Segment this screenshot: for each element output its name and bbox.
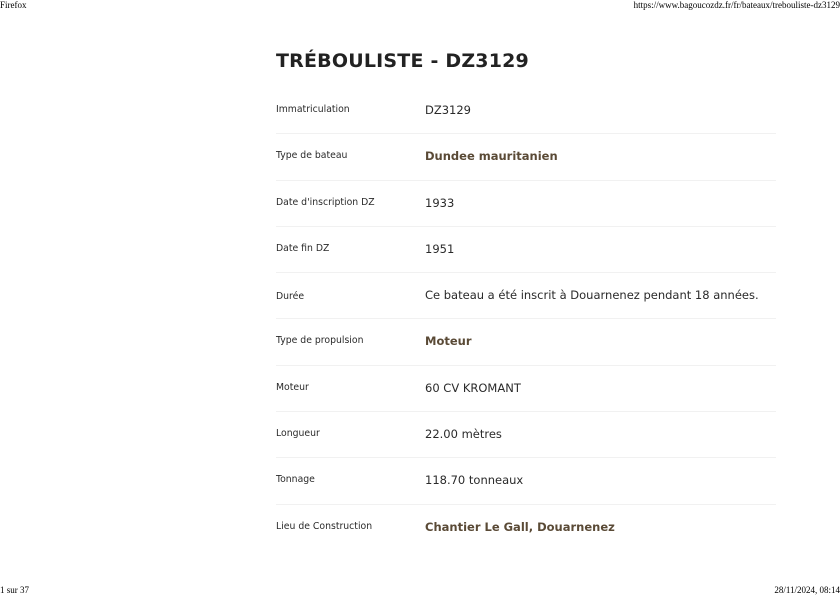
detail-value: 22.00 mètres	[425, 427, 502, 442]
detail-row-length	[276, 412, 776, 458]
construction-place-link[interactable]: Chantier Le Gall, Douarnenez	[425, 519, 615, 534]
detail-label: Moteur	[276, 381, 309, 393]
detail-label: Type de bateau	[276, 150, 348, 162]
boat-details-table	[276, 88, 776, 550]
detail-value: 1951	[425, 241, 455, 256]
detail-row-registration	[276, 88, 776, 134]
detail-value: 118.70 tonneaux	[425, 473, 524, 488]
page-counter: 1 sur 37	[0, 585, 29, 595]
page-url: https://www.bagoucozdz.fr/fr/bateaux/trebouliste-dz3129	[633, 0, 840, 10]
boat-type-link[interactable]: Dundee mauritanien	[425, 149, 558, 164]
detail-row-propulsion	[276, 319, 776, 365]
detail-label: Tonnage	[276, 474, 315, 486]
detail-value: Ce bateau a été inscrit à Douarnenez pendant 18 années.	[425, 288, 759, 303]
detail-label: Lieu de Construction	[276, 520, 373, 532]
page-title: TRÉBOULISTE - DZ3129	[276, 50, 529, 72]
detail-label: Durée	[276, 291, 305, 301]
browser-name: Firefox	[0, 0, 27, 10]
detail-label: Date fin DZ	[276, 242, 330, 254]
detail-row-boat-type	[276, 134, 776, 180]
detail-row-tonnage	[276, 458, 776, 504]
detail-value: 1933	[425, 195, 455, 210]
print-header	[0, 0, 840, 10]
detail-row-duration	[276, 273, 776, 319]
detail-row-engine	[276, 366, 776, 412]
detail-label: Date d'inscription DZ	[276, 196, 375, 208]
detail-value: DZ3129	[425, 103, 471, 117]
detail-label: Longueur	[276, 428, 320, 440]
detail-label: Immatriculation	[276, 104, 350, 115]
print-datetime: 28/11/2024, 08:14	[774, 585, 840, 595]
detail-label: Type de propulsion	[276, 335, 364, 347]
detail-value: 60 CV KROMANT	[425, 380, 521, 395]
detail-row-end-date	[276, 227, 776, 273]
detail-row-construction-place	[276, 505, 776, 550]
propulsion-link[interactable]: Moteur	[425, 334, 472, 349]
detail-row-registration-date	[276, 181, 776, 227]
